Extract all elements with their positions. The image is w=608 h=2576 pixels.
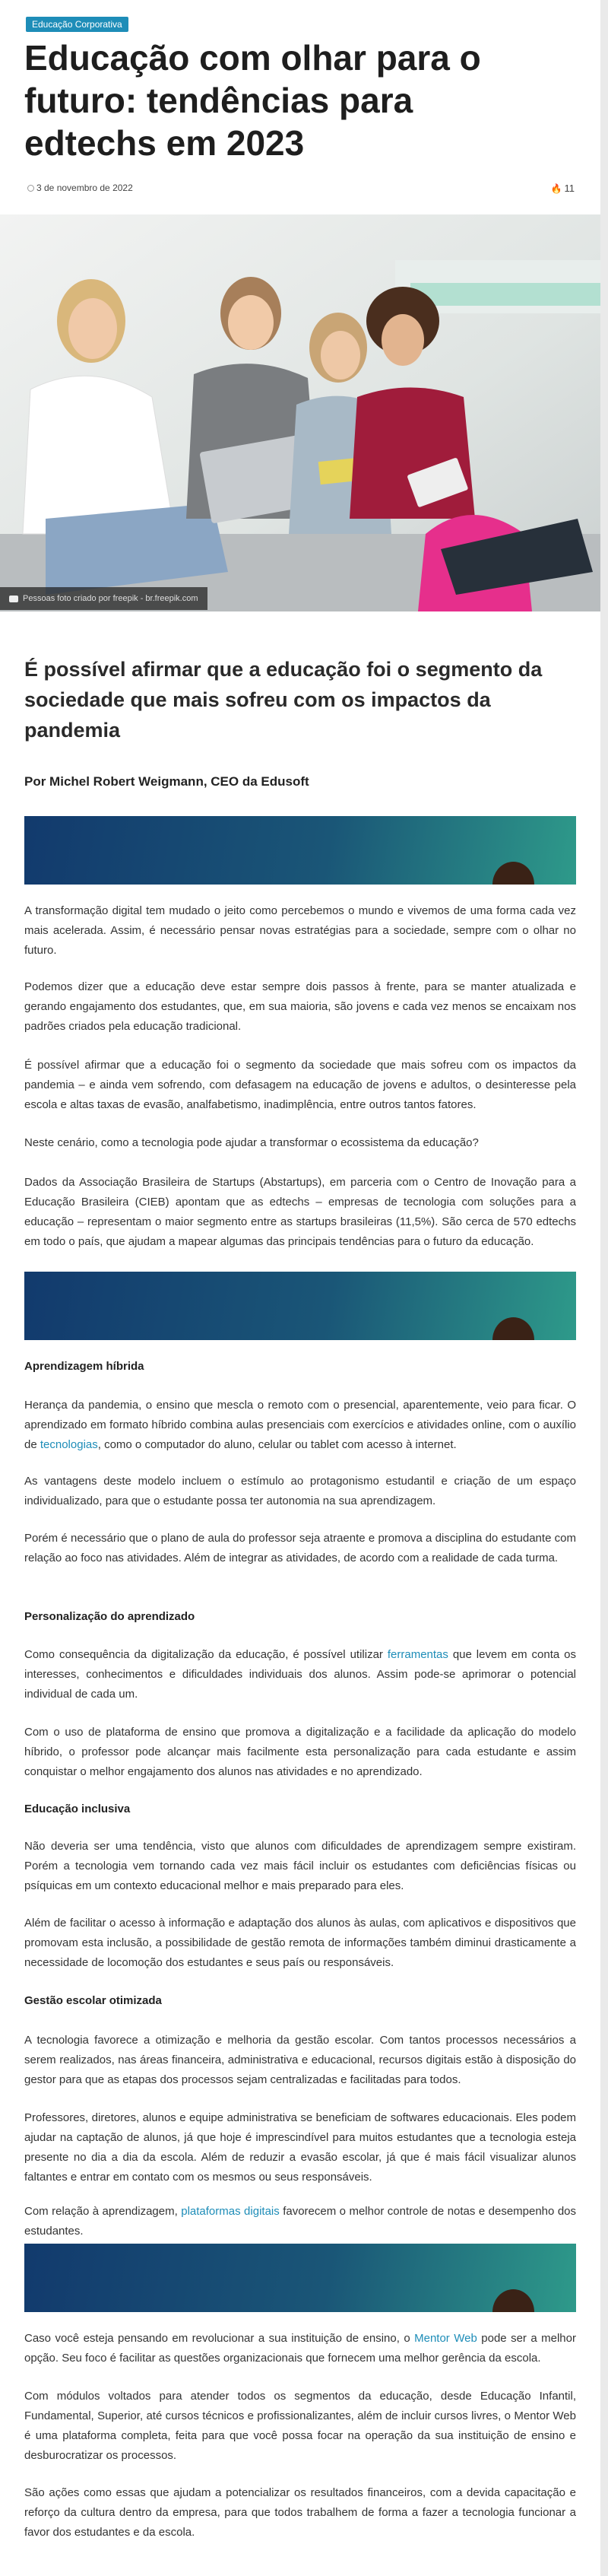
paragraph-12: Além de facilitar o acesso à informação e adaptação dos alunos às aulas, com aplicativos e dispositivos que promovam esta inclusão, a possibilidade de gestão remota de informações também diminui drasticamente a necessidade de locomoção dos estudantes e seus país ou responsáveis. (24, 1917, 576, 1969)
paragraph-17: Com módulos voltados para atender todos os segmentos da educação, desde Educação Infantil, Fundamental, Superior, até cursos técnicos e profissionalizantes, além de incluir cursos livres, o Mentor Web é uma plataforma completa, feita para que você possa focar na operação da sua instituição de ensino e desburocratizar os processos. (24, 2390, 576, 2462)
link-plataformas-digitais[interactable]: plataformas digitais (181, 2205, 280, 2218)
paragraph-14: Professores, diretores, alunos e equipe administrativa se beneficiam de softwares educacionais. Eles podem ajudar na captação de alunos, já que hoje é imprescindível para muitos estudantes que a tecnologia esteja presente no dia a dia da escola. Além de reduzir a evasão escolar, já que é mais fácil visualizar alunos faltantes e entrar em contato com os mesmos ou seus responsáveis. (24, 2111, 576, 2184)
view-count (551, 183, 575, 194)
paragraph-6-text-b: , como o computador do aluno, celular ou tablet com acesso à internet. (97, 1438, 457, 1451)
section-heading-gestao: Gestão escolar otimizada (24, 1994, 162, 2007)
caption-text: Pessoas foto criado por freepik - br.freepik.com (23, 594, 198, 603)
author-line: Por Michel Robert Weigmann, CEO da Edusoft (24, 774, 309, 789)
banner-person (492, 1317, 534, 1340)
paragraph-9-text-b: que levem em conta os interesses, conhecimentos e dificuldades individuais dos alunos. Assim pode-se aprimorar o potencial individual de cada um. (24, 1648, 576, 1701)
paragraph-6-text-a: Herança da pandemia, o ensino que mescla o remoto com o presencial, aparentemente, veio para ficar. O aprendizado em formato híbrido combina aulas presenciais com exercícios e atividades online, com o auxílio de (24, 1399, 576, 1451)
section-heading-hibrida: Aprendizagem híbrida (24, 1360, 144, 1373)
post-date: 3 de novembro de 2022 (36, 183, 133, 193)
paragraph-1: A transformação digital tem mudado o jeito como percebemos o mundo e vivemos de uma forma cada vez mais acelerada. Assim, é necessário pensar novas estratégias para a sociedade, sempre com o olhar no futuro. (24, 904, 576, 957)
paragraph-3: É possível afirmar que a educação foi o segmento da sociedade que mais sofreu com os impactos da pandemia – e ainda vem sofrendo, com defasagem na educação de jovens e adultos, o desinteresse pela escola e altas taxas de evasão, analfabetismo, inadimplência, entre outros tantos fatores. (24, 1059, 576, 1111)
camera-icon (9, 596, 18, 602)
paragraph-2: Podemos dizer que a educação deve estar sempre dois passos à frente, para se manter atualizada e gerando engajamento dos estudantes, que, em sua maioria, são jovens e cada vez menos se encaixam nos padrões criados pela educação tradicional. (24, 980, 576, 1033)
paragraph-9 (24, 1645, 576, 1704)
paragraph-15-text-b: favorecem o melhor controle de notas e desempenho dos estudantes. (24, 2205, 577, 2238)
link-ferramentas[interactable]: ferramentas (387, 1648, 448, 1661)
promo-banner-3[interactable] (24, 2244, 576, 2312)
hero-image (0, 214, 600, 611)
scrollbar-track[interactable] (600, 0, 608, 2576)
clock-icon (27, 185, 34, 192)
paragraph-15-text-a: Com relação à aprendizagem, (24, 2205, 182, 2218)
banner-person (492, 2289, 534, 2312)
paragraph-16 (24, 2329, 576, 2368)
section-heading-inclusiva: Educação inclusiva (24, 1803, 131, 1815)
page-title: Educação com olhar para o futuro: tendências para edtechs em 2023 (24, 38, 481, 163)
view-count-value: 11 (564, 183, 575, 194)
paragraph-16-text-b: pode ser a melhor opção. Seu foco é facilitar as questões organizacionais que fornecem uma melhor gerência da escola. (24, 2332, 576, 2365)
paragraph-9-text-a: Como consequência da digitalização da educação, é possível utilizar (24, 1648, 388, 1661)
category-badge[interactable]: Educação Corporativa (26, 17, 128, 32)
image-caption (0, 587, 207, 610)
promo-banner-2[interactable] (24, 1272, 576, 1340)
paragraph-11: Não deveria ser uma tendência, visto que alunos com dificuldades de aprendizagem sempre existiram. Porém a tecnologia vem tornando cada vez mais fácil incluir os estudantes com deficiências físicas ou psíquicas em um contexto educacional melhor e mais preparado para eles. (24, 1840, 576, 1892)
flame-icon: 🔥 (550, 183, 562, 194)
link-tecnologias[interactable]: tecnologias (40, 1438, 98, 1451)
paragraph-8: Porém é necessário que o plano de aula do professor seja atraente e promova a disciplina do estudante com relação ao foco nas atividades. Além de integrar as atividades, de acordo com a realidade de cada turma. (24, 1532, 576, 1564)
paragraph-10: Com o uso de plataforma de ensino que promova a digitalização e a facilidade da aplicação do modelo híbrido, o professor pode alcançar mais facilmente esta personalização para cada estudante e assim conquistar o melhor engajamento dos alunos nas atividades e no aprendizado. (24, 1726, 576, 1778)
promo-banner-1[interactable] (24, 816, 576, 885)
paragraph-18: São ações como essas que ajudam a potencializar os resultados financeiros, com a devida capacitação e reforço da cultura dentro da empresa, para que todos trabalhem de forma a fazer a tecnologia funcionar a favor dos estudantes e da escola. (24, 2486, 576, 2539)
paragraph-5: Dados da Associação Brasileira de Startups (Abstartups), em parceria com o Centro de Inovação para a Educação Brasileira (CIEB) apontam que as edtechs – empresas de tecnologia com soluções para a educação – representam o maior segmento entre as startups brasileiras (11,5%). São cerca de 570 edtechs em todo o país, que ajudam a mapear algumas das principais tendências para o futuro da educação. (24, 1176, 576, 1248)
paragraph-13: A tecnologia favorece a otimização e melhoria da gestão escolar. Com tantos processos necessários a serem realizados, nas áreas financeira, administrativa e educacional, recursos digitais estão à disposição do gestor para que as etapas dos processos sejam centralizadas e facilitadas para todos. (24, 2034, 576, 2086)
paragraph-15 (24, 2202, 576, 2241)
link-mentor-web[interactable]: Mentor Web (414, 2332, 477, 2345)
paragraph-6 (24, 1396, 576, 1455)
article-subtitle: É possível afirmar que a educação foi o segmento da sociedade que mais sofreu com os impactos da pandemia (24, 658, 543, 742)
paragraph-4: Neste cenário, como a tecnologia pode ajudar a transformar o ecossistema da educação? (24, 1136, 479, 1149)
paragraph-16-text-a: Caso você esteja pensando em revolucionar a sua instituição de ensino, o (24, 2332, 415, 2345)
banner-person (492, 862, 534, 885)
section-heading-personalizacao: Personalização do aprendizado (24, 1610, 195, 1623)
paragraph-7: As vantagens deste modelo incluem o estímulo ao protagonismo estudantil e criação de um espaço individualizado, para que o estudante possa ter autonomia na sua aprendizagem. (24, 1475, 576, 1507)
